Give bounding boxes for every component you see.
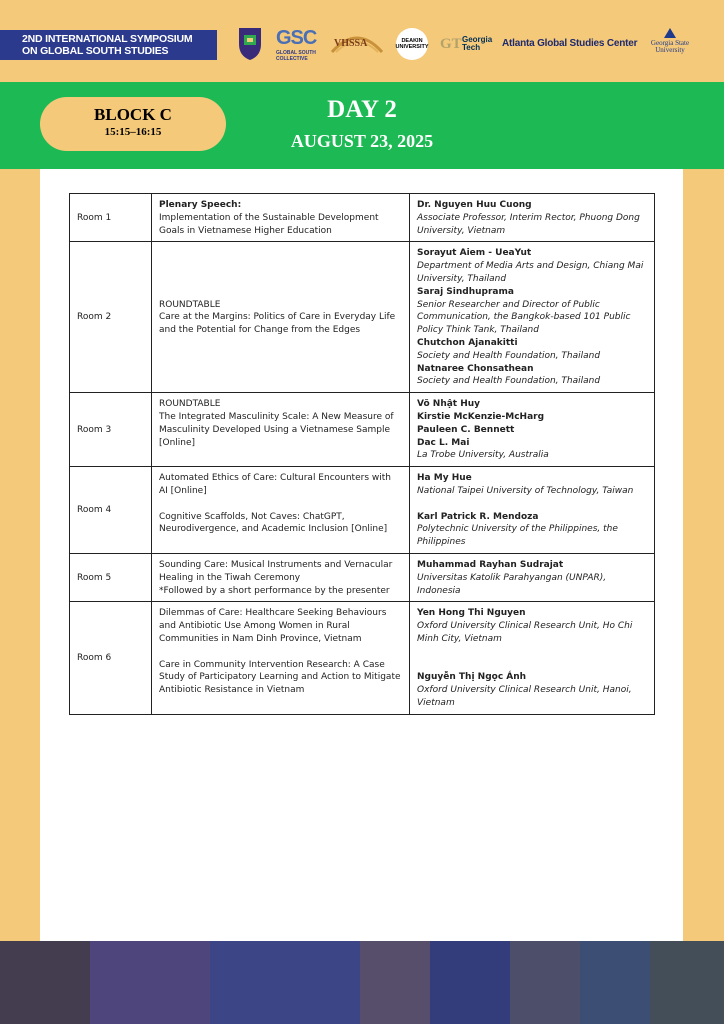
symposium-title-line2: ON GLOBAL SOUTH STUDIES (22, 45, 169, 57)
session-type: ROUNDTABLE (159, 399, 221, 410)
session-cell (152, 194, 410, 242)
event-photo (0, 941, 90, 1024)
speakers-cell (410, 602, 655, 714)
room-cell: Room 3 (70, 393, 152, 467)
speaker-name: Muhammad Rayhan Sudrajat (417, 559, 564, 570)
session-title: Implementation of the Sustainable Development Goals in Vietnamese Higher Education (159, 212, 379, 236)
room-cell: Room 5 (70, 553, 152, 601)
speaker-name: Kirstie McKenzie-McHarg (417, 411, 545, 422)
block-pill (40, 97, 226, 151)
room-cell: Room 2 (70, 242, 152, 393)
top-banner (0, 0, 724, 82)
speakers-cell (410, 467, 655, 554)
table-row (70, 393, 655, 467)
atlanta-global-studies-center-logo: Atlanta Global Studies Center (502, 38, 638, 49)
speaker-affiliation: Associate Professor, Interim Rector, Phuong Dong University, Vietnam (417, 212, 640, 236)
georgia-tech-logo (440, 26, 496, 62)
event-photo (430, 941, 510, 1024)
speaker-name: Sorayut Aiem - UeaYut (417, 248, 532, 259)
georgia-state-university-logo (650, 26, 690, 62)
vhssa-logo (328, 26, 386, 62)
speaker-name: Yen Hong Thi Nguyen (417, 608, 526, 619)
university-shield-logo (236, 26, 264, 62)
session-cell (152, 467, 410, 554)
session-note: *Followed by a short performance by the presenter (159, 585, 390, 596)
session-title: Care at the Margins: Politics of Care in Everyday Life and the Potential for Change from the Edges (159, 312, 396, 336)
speakers-cell (410, 194, 655, 242)
session-cell (152, 553, 410, 601)
speaker-affiliation: Senior Researcher and Director of Public Communication, the Bangkok-based 101 Public Policy Think Tank, Thailand (417, 299, 631, 336)
session-type: ROUNDTABLE (159, 299, 221, 310)
symposium-title-line1: 2ND INTERNATIONAL SYMPOSIUM (22, 33, 193, 45)
speaker-name: Dac L. Mai (417, 437, 470, 448)
speaker-name: Võ Nhật Huy (417, 399, 481, 410)
deakin-logo (396, 26, 430, 62)
gt-logo-text-line1: Georgia (462, 35, 493, 44)
table-row (70, 602, 655, 714)
speaker-affiliation: Universitas Katolik Parahyangan (UNPAR), Indonesia (417, 572, 607, 596)
speaker-affiliation: La Trobe University, Australia (417, 450, 549, 461)
session-title: Dilemmas of Care: Healthcare Seeking Behaviours and Antibiotic Use Among Women in Rural Communities in Nam Dinh Province, Vietnam (159, 608, 387, 644)
event-photo (360, 941, 430, 1024)
session-title: The Integrated Masculinity Scale: A New Measure of Masculinity Developed Using a Vietnamese Sample [Online] (159, 411, 394, 448)
speaker-affiliation: National Taipei University of Technology, Taiwan (417, 485, 634, 496)
deakin-logo-text: DEAKIN UNIVERSITY (395, 38, 429, 50)
event-photo (90, 941, 210, 1024)
session-title: Care in Community Intervention Research: A Case Study of Participatory Learning and Action to Mitigate Antibiotic Resistance in Vietnam (159, 659, 401, 696)
gt-logo-text (462, 36, 492, 52)
vhssa-logo-text: VHSSA (334, 38, 368, 49)
symposium-title-box (0, 30, 217, 60)
event-photo (650, 941, 724, 1024)
speakers-cell (410, 553, 655, 601)
table-row (70, 553, 655, 601)
event-photo (510, 941, 580, 1024)
session-heading: Plenary Speech: (159, 200, 242, 210)
gt-logo-mark: GT (440, 36, 462, 52)
speaker-affiliation: Department of Media Arts and Design, Chiang Mai University, Thailand (417, 261, 644, 284)
room-cell: Room 1 (70, 194, 152, 242)
speaker-name: Karl Patrick R. Mendoza (417, 511, 539, 522)
speaker-name: Pauleen C. Bennett (417, 424, 515, 435)
table-row (70, 194, 655, 242)
photo-strip (0, 941, 724, 1024)
gt-logo-text-line2: Tech (462, 43, 481, 52)
speaker-affiliation: Society and Health Foundation, Thailand (417, 376, 601, 387)
speaker-name: Dr. Nguyen Huu Cuong (417, 200, 532, 210)
block-time: 15:15–16:15 (104, 126, 162, 138)
session-title: Cognitive Scaffolds, Not Caves: ChatGPT, Neurodivergence, and Academic Inclusion [Online] (159, 511, 388, 535)
event-photo (210, 941, 360, 1024)
gsu-logo-text (650, 40, 690, 54)
speaker-affiliation: Oxford University Clinical Research Unit, Ho Chi Minh City, Vietnam (417, 621, 633, 644)
gsc-logo-letters: GSC (276, 27, 317, 49)
event-photo (580, 941, 650, 1024)
speaker-affiliation: Society and Health Foundation, Thailand (417, 350, 601, 361)
gsu-logo-text-line1: Georgia State (650, 39, 690, 47)
room-cell: Room 6 (70, 602, 152, 714)
room-cell: Room 4 (70, 467, 152, 554)
speaker-affiliation: Polytechnic University of the Philippines, the Philippines (417, 524, 618, 548)
speaker-name: Nguyễn Thị Ngọc Ánh (417, 672, 527, 683)
speaker-name: Saraj Sindhuprama (417, 286, 514, 297)
session-cell (152, 602, 410, 714)
gsc-logo-subtitle: GLOBAL SOUTH COLLECTIVE (276, 50, 316, 62)
speakers-cell (410, 242, 655, 393)
speaker-name: Natnaree Chonsathean (417, 363, 534, 374)
partner-logos (236, 26, 696, 66)
day-title: DAY 2 (327, 96, 397, 123)
speaker-name: Ha My Hue (417, 473, 472, 484)
session-title: Sounding Care: Musical Instruments and Vernacular Healing in the Tiwah Ceremony (159, 559, 393, 583)
session-cell (152, 393, 410, 467)
table-row (70, 242, 655, 393)
speaker-name: Chutchon Ajanakitti (417, 337, 518, 348)
speakers-cell (410, 393, 655, 467)
speaker-affiliation: Oxford University Clinical Research Unit, Hanoi, Vietnam (417, 685, 632, 708)
session-cell (152, 242, 410, 393)
schedule-table (69, 193, 655, 715)
table-row (70, 467, 655, 554)
session-title: Automated Ethics of Care: Cultural Encounters with AI [Online] (159, 473, 391, 496)
gsu-logo-text-line2: University (655, 46, 685, 54)
day-date: AUGUST 23, 2025 (290, 131, 434, 151)
block-title: BLOCK C (94, 105, 172, 124)
global-south-collective-logo (276, 26, 322, 62)
